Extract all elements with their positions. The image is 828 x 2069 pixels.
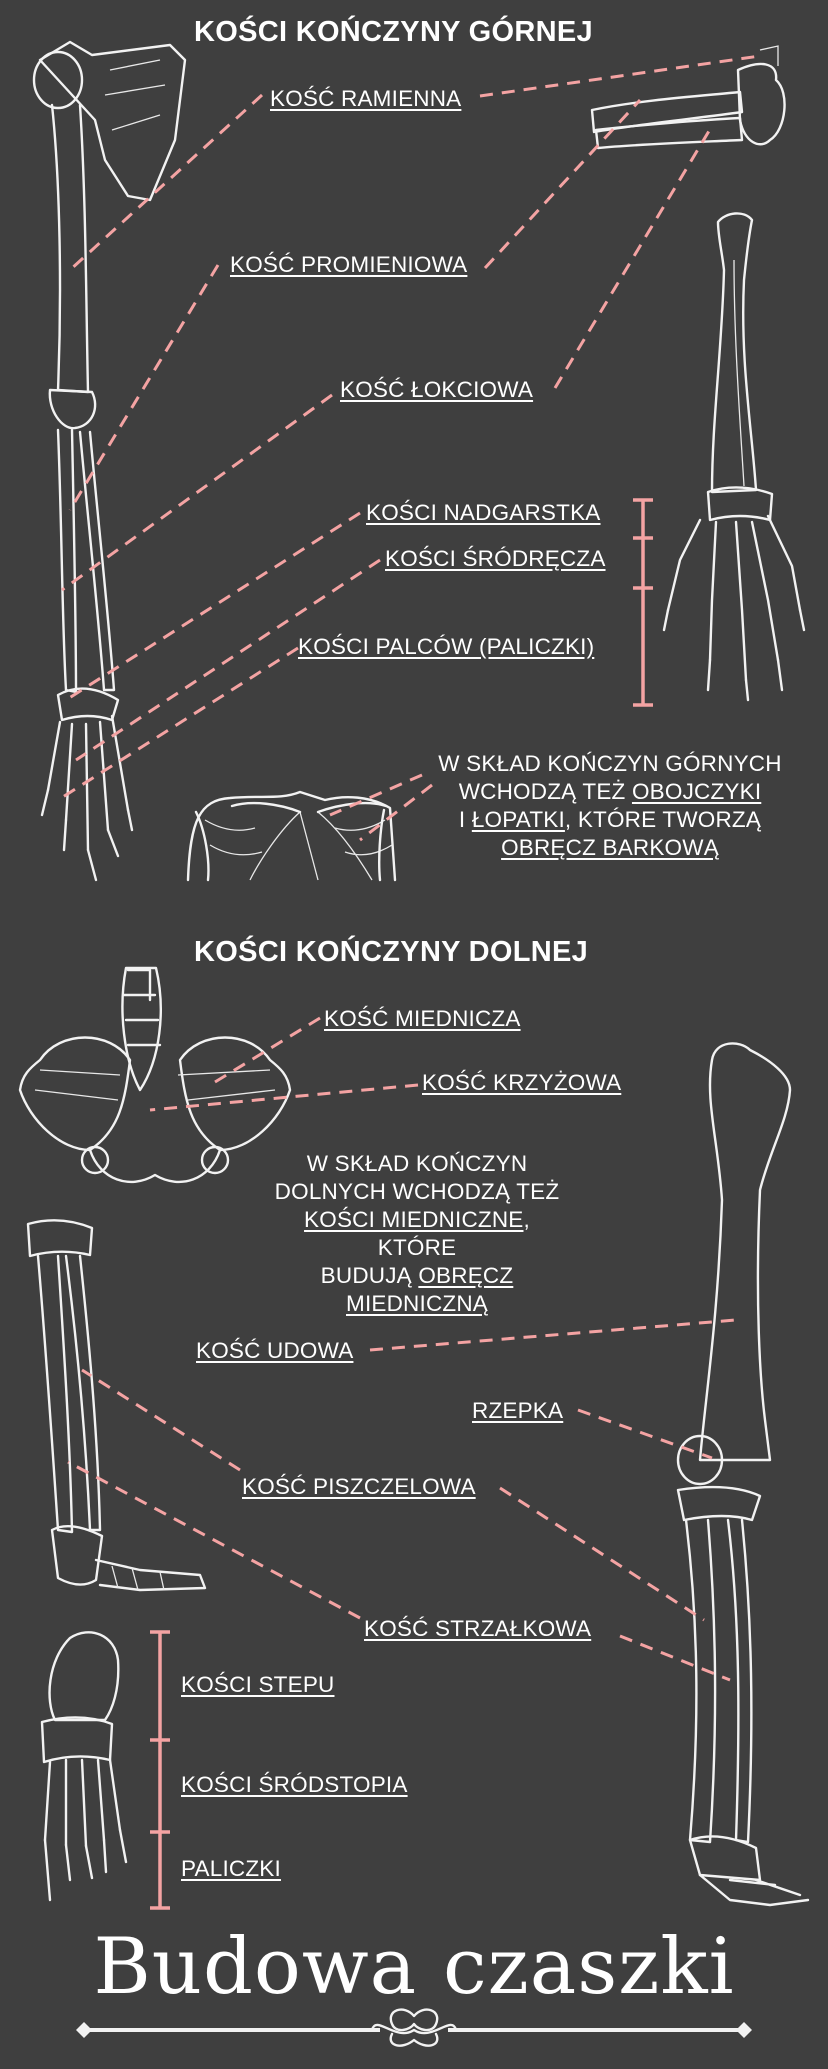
upper-limb-title: KOŚCI KOŃCZYNY GÓRNEJ — [194, 16, 593, 48]
term-hip-bones: KOŚCI MIEDNICZNE — [304, 1207, 524, 1232]
label-carpals: KOŚCI NADGARSTKA — [366, 500, 601, 525]
term-pelvic-girdle-2: MIEDNICZNĄ — [346, 1291, 488, 1316]
label-sacrum: KOŚĆ KRZYŻOWA — [422, 1070, 622, 1095]
label-metacarpals: KOŚCI ŚRÓDRĘCZA — [385, 546, 606, 571]
note-text: I — [458, 807, 472, 832]
label-ulna: KOŚĆ ŁOKCIOWA — [340, 377, 534, 402]
label-fibula: KOŚĆ STRZAŁKOWA — [364, 1616, 592, 1641]
label-tarsals: KOŚCI STEPU — [181, 1672, 335, 1697]
label-hip-bone: KOŚĆ MIEDNICZA — [324, 1006, 521, 1031]
note-line: DOLNYCH WCHODZĄ TEŻ — [274, 1179, 560, 1204]
ornament-divider — [76, 2010, 752, 2046]
pelvic-girdle-note — [272, 1150, 562, 1318]
note-line — [272, 1206, 562, 1262]
term-shoulder-girdle: OBRĘCZ BARKOWĄ — [501, 835, 719, 860]
label-humerus: KOŚĆ RAMIENNA — [270, 86, 462, 111]
note-line: W SKŁAD KOŃCZYN GÓRNYCH — [438, 751, 782, 776]
label-radius: KOŚĆ PROMIENIOWA — [230, 252, 468, 277]
pelvis-illustration — [20, 968, 290, 1182]
note-line — [272, 1262, 562, 1290]
label-femur: KOŚĆ UDOWA — [196, 1338, 354, 1363]
leg-skeleton-illustration — [678, 1043, 808, 1905]
lower-limb-title: KOŚCI KOŃCZYNY DOLNEJ — [194, 936, 589, 968]
foot-illustration — [42, 1632, 126, 1900]
term-clavicles: OBOJCZYKI — [631, 779, 762, 804]
footer-heading: Budowa czaszki — [93, 1922, 735, 2012]
note-line — [272, 1290, 562, 1318]
term-pelvic-girdle-1: OBRĘCZ — [418, 1263, 514, 1288]
term-scapulae: ŁOPATKI — [471, 807, 565, 832]
label-phalanges-hand: KOŚCI PALCÓW (PALICZKI) — [298, 634, 595, 659]
note-text: BUDUJĄ — [320, 1263, 419, 1288]
label-patella: RZEPKA — [472, 1398, 564, 1423]
note-text: , KTÓRE TWORZĄ — [564, 807, 762, 832]
note-text: , KTÓRE — [377, 1207, 530, 1260]
lower-leg-foot-illustration — [28, 1220, 205, 1590]
label-phalanges-foot: PALICZKI — [181, 1856, 281, 1881]
label-metatarsals: KOŚCI ŚRÓDSTOPIA — [181, 1772, 408, 1797]
note-line: W SKŁAD KOŃCZYN — [306, 1151, 528, 1176]
note-text: WCHODZĄ TEŻ — [458, 779, 632, 804]
label-tibia: KOŚĆ PISZCZELOWA — [242, 1474, 476, 1499]
